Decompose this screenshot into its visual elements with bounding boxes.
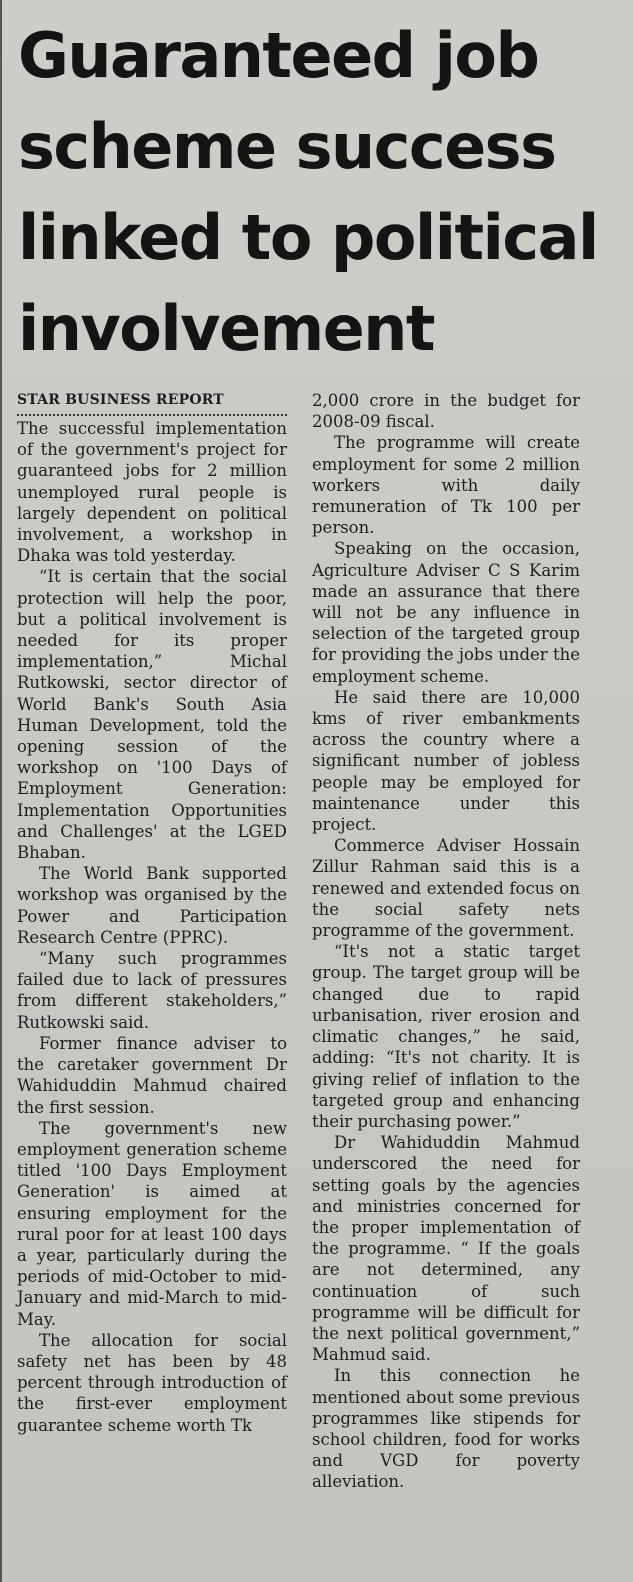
- paragraph: In this connection he mentioned about some previous programmes like stipends for school children, food for works and VGD for poverty alleviation.: [312, 1366, 580, 1492]
- article-column-left: [17, 390, 287, 1436]
- headline: [18, 10, 618, 374]
- paragraph: The government's new employment generation scheme titled '100 Days Employment Generation' is aimed at ensuring employment for the rural poor for at least 100 days a year, particularly during the periods of mid-October to mid-January and mid-March to mid-May.: [17, 1118, 287, 1329]
- paragraph: Speaking on the occasion, Agriculture Adviser C S Karim made an assurance that there will not be any influence in selection of the targeted group for providing the jobs under the employment scheme.: [312, 539, 580, 686]
- headline-line-3: linked to political: [18, 201, 598, 274]
- paragraph: Former finance adviser to the caretaker government Dr Wahiduddin Mahmud chaired the first session.: [17, 1033, 287, 1117]
- paragraph: Dr Wahiduddin Mahmud underscored the need for setting goals by the agencies and ministries concerned for the proper implementation of the programme. “ If the goals are not determined, any continuation of such programme will be difficult for the next political government,” Mahmud said.: [312, 1133, 580, 1365]
- paragraph: He said there are 10,000 kms of river embankments across the country where a significant number of jobless people may be employed for maintenance under this project.: [312, 687, 580, 835]
- paragraph: “Many such programmes failed due to lack of pressures from different stakeholders,” Rutkowski said.: [17, 949, 287, 1032]
- paragraph: The successful implementation of the government's project for guaranteed jobs for 2 million unemployed rural people is largely dependent on political involvement, a workshop in Dhaka was told yesterday.: [17, 419, 287, 566]
- headline-line-1: Guaranteed job: [18, 19, 539, 92]
- headline-line-4: involvement: [18, 292, 435, 365]
- byline-divider: [17, 414, 287, 416]
- paragraph: The World Bank supported workshop was organised by the Power and Participation Research Centre (PPRC).: [17, 864, 287, 947]
- paragraph: The allocation for social safety net has been by 48 percent through introduction of the first-ever employment guarantee scheme worth Tk: [17, 1330, 287, 1435]
- byline: STAR BUSINESS REPORT: [17, 392, 224, 408]
- paragraph: The programme will create employment for some 2 million workers with daily remuneration of Tk 100 per person.: [312, 433, 580, 538]
- paragraph: “It's not a static target group. The target group will be changed due to rapid urbanisation, river erosion and climatic changes,” he said, adding: “It's not charity. It is giving relief of inflation to the targeted group and enhancing their purchasing power.”: [312, 942, 580, 1131]
- headline-line-2: scheme success: [18, 110, 556, 183]
- article-column-right: [312, 390, 580, 1493]
- paragraph: “It is certain that the social protection will help the poor, but a political involvement is needed for its proper implementation,” Michal Rutkowski, sector director of World Bank's South Asia Human Development, told the opening session of the workshop on '100 Days of Employment Generation: Implementation Opportunities and Challenges' at the LGED Bhaban.: [17, 567, 287, 863]
- paragraph-continued: 2,000 crore in the budget for 2008-09 fiscal.: [312, 391, 580, 432]
- paragraph: Commerce Adviser Hossain Zillur Rahman said this is a renewed and extended focus on the social safety nets programme of the government.: [312, 836, 580, 941]
